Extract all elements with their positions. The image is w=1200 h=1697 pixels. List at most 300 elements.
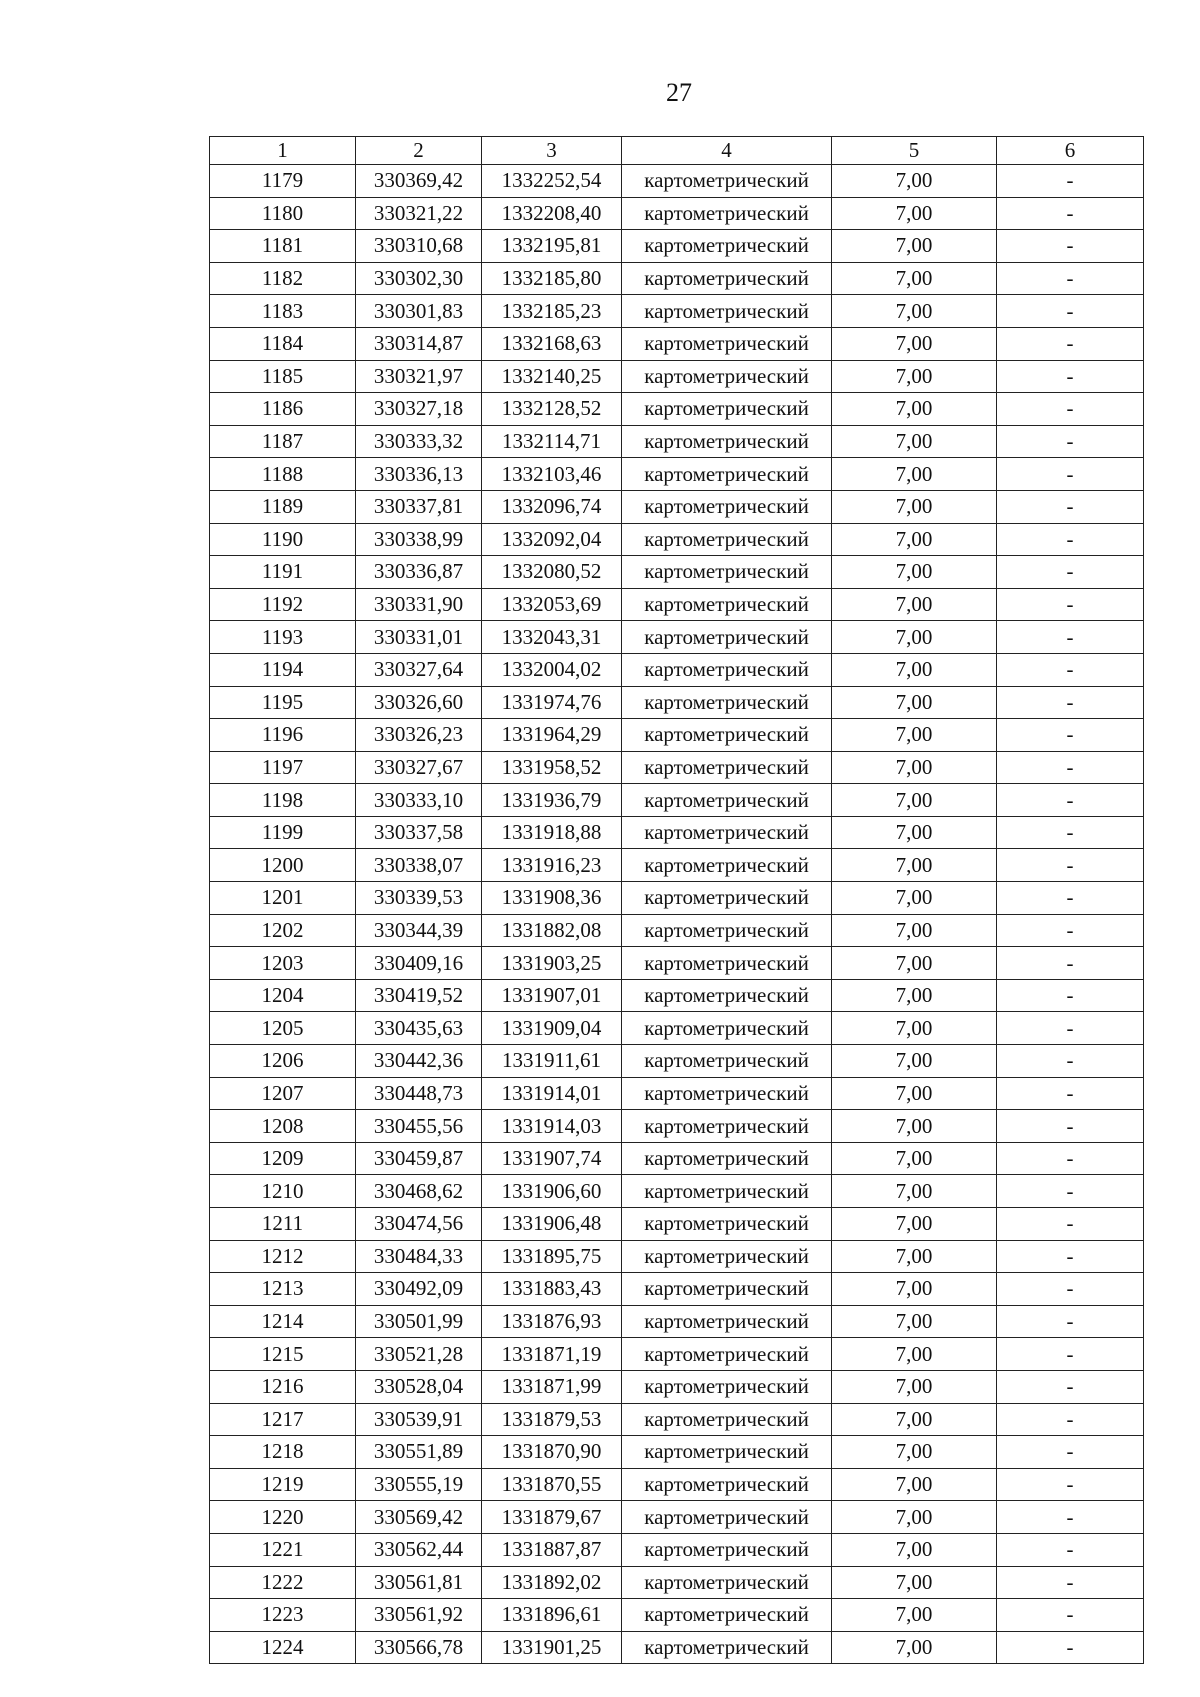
header-cell-col3: 3 bbox=[482, 137, 622, 165]
point-number-cell: 1185 bbox=[210, 360, 356, 393]
x-coordinate-cell: 330337,81 bbox=[356, 490, 482, 523]
x-coordinate-cell: 330435,63 bbox=[356, 1012, 482, 1045]
note-cell: - bbox=[997, 1599, 1144, 1632]
note-cell: - bbox=[997, 816, 1144, 849]
accuracy-cell: 7,00 bbox=[832, 751, 997, 784]
note-cell: - bbox=[997, 556, 1144, 589]
note-cell: - bbox=[997, 295, 1144, 328]
accuracy-cell: 7,00 bbox=[832, 458, 997, 491]
coordinates-table bbox=[209, 136, 1144, 1664]
x-coordinate-cell: 330344,39 bbox=[356, 914, 482, 947]
y-coordinate-cell: 1332195,81 bbox=[482, 230, 622, 263]
table-row bbox=[210, 849, 1144, 882]
y-coordinate-cell: 1331908,36 bbox=[482, 882, 622, 915]
method-cell: картометрический bbox=[622, 1273, 832, 1306]
accuracy-cell: 7,00 bbox=[832, 719, 997, 752]
point-number-cell: 1197 bbox=[210, 751, 356, 784]
x-coordinate-cell: 330468,62 bbox=[356, 1175, 482, 1208]
note-cell: - bbox=[997, 1273, 1144, 1306]
point-number-cell: 1223 bbox=[210, 1599, 356, 1632]
point-number-cell: 1220 bbox=[210, 1501, 356, 1534]
table-row bbox=[210, 1436, 1144, 1469]
table-row bbox=[210, 1175, 1144, 1208]
note-cell: - bbox=[997, 1533, 1144, 1566]
note-cell: - bbox=[997, 360, 1144, 393]
accuracy-cell: 7,00 bbox=[832, 556, 997, 589]
point-number-cell: 1210 bbox=[210, 1175, 356, 1208]
note-cell: - bbox=[997, 523, 1144, 556]
y-coordinate-cell: 1331870,55 bbox=[482, 1468, 622, 1501]
method-cell: картометрический bbox=[622, 1403, 832, 1436]
table-row bbox=[210, 653, 1144, 686]
table-row bbox=[210, 1599, 1144, 1632]
y-coordinate-cell: 1331909,04 bbox=[482, 1012, 622, 1045]
point-number-cell: 1206 bbox=[210, 1045, 356, 1078]
note-cell: - bbox=[997, 1240, 1144, 1273]
x-coordinate-cell: 330327,67 bbox=[356, 751, 482, 784]
method-cell: картометрический bbox=[622, 686, 832, 719]
note-cell: - bbox=[997, 425, 1144, 458]
point-number-cell: 1184 bbox=[210, 327, 356, 360]
accuracy-cell: 7,00 bbox=[832, 1208, 997, 1241]
point-number-cell: 1188 bbox=[210, 458, 356, 491]
x-coordinate-cell: 330301,83 bbox=[356, 295, 482, 328]
accuracy-cell: 7,00 bbox=[832, 1631, 997, 1664]
header-cell-col5: 5 bbox=[832, 137, 997, 165]
x-coordinate-cell: 330369,42 bbox=[356, 165, 482, 198]
accuracy-cell: 7,00 bbox=[832, 914, 997, 947]
accuracy-cell: 7,00 bbox=[832, 979, 997, 1012]
note-cell: - bbox=[997, 784, 1144, 817]
x-coordinate-cell: 330339,53 bbox=[356, 882, 482, 915]
point-number-cell: 1203 bbox=[210, 947, 356, 980]
accuracy-cell: 7,00 bbox=[832, 1305, 997, 1338]
method-cell: картометрический bbox=[622, 360, 832, 393]
y-coordinate-cell: 1332140,25 bbox=[482, 360, 622, 393]
y-coordinate-cell: 1332092,04 bbox=[482, 523, 622, 556]
accuracy-cell: 7,00 bbox=[832, 849, 997, 882]
note-cell: - bbox=[997, 165, 1144, 198]
y-coordinate-cell: 1332043,31 bbox=[482, 621, 622, 654]
y-coordinate-cell: 1331871,19 bbox=[482, 1338, 622, 1371]
table-row bbox=[210, 1403, 1144, 1436]
method-cell: картометрический bbox=[622, 1436, 832, 1469]
note-cell: - bbox=[997, 1110, 1144, 1143]
y-coordinate-cell: 1331896,61 bbox=[482, 1599, 622, 1632]
x-coordinate-cell: 330528,04 bbox=[356, 1370, 482, 1403]
method-cell: картометрический bbox=[622, 197, 832, 230]
accuracy-cell: 7,00 bbox=[832, 686, 997, 719]
method-cell: картометрический bbox=[622, 262, 832, 295]
y-coordinate-cell: 1332004,02 bbox=[482, 653, 622, 686]
table-row bbox=[210, 327, 1144, 360]
table-row bbox=[210, 588, 1144, 621]
table-row bbox=[210, 1305, 1144, 1338]
accuracy-cell: 7,00 bbox=[832, 1045, 997, 1078]
page-number: 27 bbox=[666, 78, 692, 107]
y-coordinate-cell: 1332128,52 bbox=[482, 393, 622, 426]
y-coordinate-cell: 1332096,74 bbox=[482, 490, 622, 523]
table-row bbox=[210, 262, 1144, 295]
table-row bbox=[210, 947, 1144, 980]
method-cell: картометрический bbox=[622, 1012, 832, 1045]
x-coordinate-cell: 330321,97 bbox=[356, 360, 482, 393]
accuracy-cell: 7,00 bbox=[832, 1175, 997, 1208]
accuracy-cell: 7,00 bbox=[832, 165, 997, 198]
table-row bbox=[210, 393, 1144, 426]
y-coordinate-cell: 1331918,88 bbox=[482, 816, 622, 849]
table-row bbox=[210, 197, 1144, 230]
x-coordinate-cell: 330310,68 bbox=[356, 230, 482, 263]
accuracy-cell: 7,00 bbox=[832, 1533, 997, 1566]
note-cell: - bbox=[997, 914, 1144, 947]
accuracy-cell: 7,00 bbox=[832, 1110, 997, 1143]
point-number-cell: 1205 bbox=[210, 1012, 356, 1045]
point-number-cell: 1200 bbox=[210, 849, 356, 882]
table-row bbox=[210, 523, 1144, 556]
method-cell: картометрический bbox=[622, 1045, 832, 1078]
point-number-cell: 1213 bbox=[210, 1273, 356, 1306]
note-cell: - bbox=[997, 197, 1144, 230]
x-coordinate-cell: 330492,09 bbox=[356, 1273, 482, 1306]
point-number-cell: 1193 bbox=[210, 621, 356, 654]
accuracy-cell: 7,00 bbox=[832, 1273, 997, 1306]
table-row bbox=[210, 425, 1144, 458]
x-coordinate-cell: 330326,23 bbox=[356, 719, 482, 752]
point-number-cell: 1204 bbox=[210, 979, 356, 1012]
method-cell: картометрический bbox=[622, 621, 832, 654]
table-row bbox=[210, 882, 1144, 915]
header-cell-col6: 6 bbox=[997, 137, 1144, 165]
x-coordinate-cell: 330561,92 bbox=[356, 1599, 482, 1632]
note-cell: - bbox=[997, 1045, 1144, 1078]
method-cell: картометрический bbox=[622, 295, 832, 328]
table-row bbox=[210, 1110, 1144, 1143]
point-number-cell: 1221 bbox=[210, 1533, 356, 1566]
x-coordinate-cell: 330326,60 bbox=[356, 686, 482, 719]
table-row bbox=[210, 1273, 1144, 1306]
note-cell: - bbox=[997, 1403, 1144, 1436]
point-number-cell: 1218 bbox=[210, 1436, 356, 1469]
point-number-cell: 1198 bbox=[210, 784, 356, 817]
point-number-cell: 1180 bbox=[210, 197, 356, 230]
method-cell: картометрический bbox=[622, 588, 832, 621]
accuracy-cell: 7,00 bbox=[832, 1403, 997, 1436]
y-coordinate-cell: 1331901,25 bbox=[482, 1631, 622, 1664]
note-cell: - bbox=[997, 588, 1144, 621]
table-row bbox=[210, 719, 1144, 752]
note-cell: - bbox=[997, 751, 1144, 784]
x-coordinate-cell: 330566,78 bbox=[356, 1631, 482, 1664]
x-coordinate-cell: 330555,19 bbox=[356, 1468, 482, 1501]
point-number-cell: 1187 bbox=[210, 425, 356, 458]
point-number-cell: 1192 bbox=[210, 588, 356, 621]
y-coordinate-cell: 1331883,43 bbox=[482, 1273, 622, 1306]
note-cell: - bbox=[997, 882, 1144, 915]
y-coordinate-cell: 1331887,87 bbox=[482, 1533, 622, 1566]
method-cell: картометрический bbox=[622, 556, 832, 589]
method-cell: картометрический bbox=[622, 1077, 832, 1110]
table-row bbox=[210, 1045, 1144, 1078]
y-coordinate-cell: 1331871,99 bbox=[482, 1370, 622, 1403]
table-row bbox=[210, 621, 1144, 654]
point-number-cell: 1196 bbox=[210, 719, 356, 752]
point-number-cell: 1190 bbox=[210, 523, 356, 556]
method-cell: картометрический bbox=[622, 849, 832, 882]
table-header bbox=[210, 137, 1144, 165]
note-cell: - bbox=[997, 1436, 1144, 1469]
table-row bbox=[210, 1566, 1144, 1599]
accuracy-cell: 7,00 bbox=[832, 1077, 997, 1110]
note-cell: - bbox=[997, 1631, 1144, 1664]
method-cell: картометрический bbox=[622, 1305, 832, 1338]
y-coordinate-cell: 1331882,08 bbox=[482, 914, 622, 947]
x-coordinate-cell: 330314,87 bbox=[356, 327, 482, 360]
note-cell: - bbox=[997, 1077, 1144, 1110]
accuracy-cell: 7,00 bbox=[832, 784, 997, 817]
note-cell: - bbox=[997, 947, 1144, 980]
x-coordinate-cell: 330338,07 bbox=[356, 849, 482, 882]
point-number-cell: 1201 bbox=[210, 882, 356, 915]
table-row bbox=[210, 360, 1144, 393]
x-coordinate-cell: 330409,16 bbox=[356, 947, 482, 980]
accuracy-cell: 7,00 bbox=[832, 360, 997, 393]
accuracy-cell: 7,00 bbox=[832, 327, 997, 360]
note-cell: - bbox=[997, 1142, 1144, 1175]
point-number-cell: 1219 bbox=[210, 1468, 356, 1501]
y-coordinate-cell: 1332080,52 bbox=[482, 556, 622, 589]
point-number-cell: 1214 bbox=[210, 1305, 356, 1338]
point-number-cell: 1224 bbox=[210, 1631, 356, 1664]
method-cell: картометрический bbox=[622, 490, 832, 523]
point-number-cell: 1212 bbox=[210, 1240, 356, 1273]
method-cell: картометрический bbox=[622, 979, 832, 1012]
accuracy-cell: 7,00 bbox=[832, 230, 997, 263]
x-coordinate-cell: 330448,73 bbox=[356, 1077, 482, 1110]
accuracy-cell: 7,00 bbox=[832, 882, 997, 915]
accuracy-cell: 7,00 bbox=[832, 295, 997, 328]
table-row bbox=[210, 1142, 1144, 1175]
method-cell: картометрический bbox=[622, 458, 832, 491]
method-cell: картометрический bbox=[622, 327, 832, 360]
x-coordinate-cell: 330484,33 bbox=[356, 1240, 482, 1273]
y-coordinate-cell: 1331958,52 bbox=[482, 751, 622, 784]
accuracy-cell: 7,00 bbox=[832, 490, 997, 523]
method-cell: картометрический bbox=[622, 1110, 832, 1143]
method-cell: картометрический bbox=[622, 1501, 832, 1534]
point-number-cell: 1179 bbox=[210, 165, 356, 198]
point-number-cell: 1208 bbox=[210, 1110, 356, 1143]
method-cell: картометрический bbox=[622, 1142, 832, 1175]
accuracy-cell: 7,00 bbox=[832, 1012, 997, 1045]
y-coordinate-cell: 1332103,46 bbox=[482, 458, 622, 491]
accuracy-cell: 7,00 bbox=[832, 1566, 997, 1599]
table-row bbox=[210, 1208, 1144, 1241]
accuracy-cell: 7,00 bbox=[832, 1468, 997, 1501]
method-cell: картометрический bbox=[622, 1599, 832, 1632]
y-coordinate-cell: 1331903,25 bbox=[482, 947, 622, 980]
accuracy-cell: 7,00 bbox=[832, 262, 997, 295]
header-cell-col4: 4 bbox=[622, 137, 832, 165]
point-number-cell: 1181 bbox=[210, 230, 356, 263]
x-coordinate-cell: 330419,52 bbox=[356, 979, 482, 1012]
method-cell: картометрический bbox=[622, 914, 832, 947]
note-cell: - bbox=[997, 327, 1144, 360]
accuracy-cell: 7,00 bbox=[832, 1599, 997, 1632]
accuracy-cell: 7,00 bbox=[832, 653, 997, 686]
table-row bbox=[210, 230, 1144, 263]
method-cell: картометрический bbox=[622, 1566, 832, 1599]
y-coordinate-cell: 1331907,01 bbox=[482, 979, 622, 1012]
table-row bbox=[210, 914, 1144, 947]
accuracy-cell: 7,00 bbox=[832, 588, 997, 621]
table-row bbox=[210, 816, 1144, 849]
method-cell: картометрический bbox=[622, 165, 832, 198]
method-cell: картометрический bbox=[622, 1208, 832, 1241]
method-cell: картометрический bbox=[622, 523, 832, 556]
table-row bbox=[210, 1631, 1144, 1664]
method-cell: картометрический bbox=[622, 751, 832, 784]
accuracy-cell: 7,00 bbox=[832, 1501, 997, 1534]
point-number-cell: 1195 bbox=[210, 686, 356, 719]
accuracy-cell: 7,00 bbox=[832, 1436, 997, 1469]
x-coordinate-cell: 330337,58 bbox=[356, 816, 482, 849]
note-cell: - bbox=[997, 1468, 1144, 1501]
x-coordinate-cell: 330336,87 bbox=[356, 556, 482, 589]
accuracy-cell: 7,00 bbox=[832, 621, 997, 654]
x-coordinate-cell: 330539,91 bbox=[356, 1403, 482, 1436]
note-cell: - bbox=[997, 393, 1144, 426]
y-coordinate-cell: 1331876,93 bbox=[482, 1305, 622, 1338]
note-cell: - bbox=[997, 1370, 1144, 1403]
point-number-cell: 1217 bbox=[210, 1403, 356, 1436]
accuracy-cell: 7,00 bbox=[832, 1338, 997, 1371]
note-cell: - bbox=[997, 686, 1144, 719]
point-number-cell: 1209 bbox=[210, 1142, 356, 1175]
y-coordinate-cell: 1332185,80 bbox=[482, 262, 622, 295]
method-cell: картометрический bbox=[622, 653, 832, 686]
table-row bbox=[210, 490, 1144, 523]
accuracy-cell: 7,00 bbox=[832, 1370, 997, 1403]
x-coordinate-cell: 330327,64 bbox=[356, 653, 482, 686]
note-cell: - bbox=[997, 621, 1144, 654]
y-coordinate-cell: 1331892,02 bbox=[482, 1566, 622, 1599]
table-row bbox=[210, 458, 1144, 491]
x-coordinate-cell: 330442,36 bbox=[356, 1045, 482, 1078]
y-coordinate-cell: 1331879,53 bbox=[482, 1403, 622, 1436]
note-cell: - bbox=[997, 490, 1144, 523]
y-coordinate-cell: 1332114,71 bbox=[482, 425, 622, 458]
x-coordinate-cell: 330501,99 bbox=[356, 1305, 482, 1338]
point-number-cell: 1199 bbox=[210, 816, 356, 849]
note-cell: - bbox=[997, 849, 1144, 882]
accuracy-cell: 7,00 bbox=[832, 425, 997, 458]
point-number-cell: 1211 bbox=[210, 1208, 356, 1241]
accuracy-cell: 7,00 bbox=[832, 1240, 997, 1273]
method-cell: картометрический bbox=[622, 393, 832, 426]
point-number-cell: 1194 bbox=[210, 653, 356, 686]
note-cell: - bbox=[997, 979, 1144, 1012]
y-coordinate-cell: 1331914,01 bbox=[482, 1077, 622, 1110]
note-cell: - bbox=[997, 719, 1144, 752]
y-coordinate-cell: 1331906,60 bbox=[482, 1175, 622, 1208]
table-row bbox=[210, 1012, 1144, 1045]
y-coordinate-cell: 1331964,29 bbox=[482, 719, 622, 752]
note-cell: - bbox=[997, 1566, 1144, 1599]
y-coordinate-cell: 1331879,67 bbox=[482, 1501, 622, 1534]
x-coordinate-cell: 330331,90 bbox=[356, 588, 482, 621]
x-coordinate-cell: 330551,89 bbox=[356, 1436, 482, 1469]
table-body bbox=[210, 165, 1144, 1664]
note-cell: - bbox=[997, 1305, 1144, 1338]
table-row bbox=[210, 295, 1144, 328]
note-cell: - bbox=[997, 262, 1144, 295]
note-cell: - bbox=[997, 1338, 1144, 1371]
table-row bbox=[210, 1468, 1144, 1501]
y-coordinate-cell: 1331974,76 bbox=[482, 686, 622, 719]
table-row bbox=[210, 1370, 1144, 1403]
x-coordinate-cell: 330327,18 bbox=[356, 393, 482, 426]
method-cell: картометрический bbox=[622, 1338, 832, 1371]
y-coordinate-cell: 1331906,48 bbox=[482, 1208, 622, 1241]
table-row bbox=[210, 165, 1144, 198]
x-coordinate-cell: 330455,56 bbox=[356, 1110, 482, 1143]
x-coordinate-cell: 330333,10 bbox=[356, 784, 482, 817]
point-number-cell: 1186 bbox=[210, 393, 356, 426]
table-row bbox=[210, 751, 1144, 784]
y-coordinate-cell: 1331936,79 bbox=[482, 784, 622, 817]
table-row bbox=[210, 784, 1144, 817]
accuracy-cell: 7,00 bbox=[832, 947, 997, 980]
method-cell: картометрический bbox=[622, 816, 832, 849]
method-cell: картометрический bbox=[622, 230, 832, 263]
y-coordinate-cell: 1332208,40 bbox=[482, 197, 622, 230]
method-cell: картометрический bbox=[622, 1631, 832, 1664]
y-coordinate-cell: 1331916,23 bbox=[482, 849, 622, 882]
x-coordinate-cell: 330561,81 bbox=[356, 1566, 482, 1599]
note-cell: - bbox=[997, 1175, 1144, 1208]
point-number-cell: 1207 bbox=[210, 1077, 356, 1110]
method-cell: картометрический bbox=[622, 1370, 832, 1403]
point-number-cell: 1216 bbox=[210, 1370, 356, 1403]
point-number-cell: 1183 bbox=[210, 295, 356, 328]
table-row bbox=[210, 1338, 1144, 1371]
point-number-cell: 1182 bbox=[210, 262, 356, 295]
point-number-cell: 1222 bbox=[210, 1566, 356, 1599]
point-number-cell: 1191 bbox=[210, 556, 356, 589]
note-cell: - bbox=[997, 458, 1144, 491]
point-number-cell: 1202 bbox=[210, 914, 356, 947]
y-coordinate-cell: 1331907,74 bbox=[482, 1142, 622, 1175]
point-number-cell: 1189 bbox=[210, 490, 356, 523]
table-row bbox=[210, 1533, 1144, 1566]
x-coordinate-cell: 330521,28 bbox=[356, 1338, 482, 1371]
method-cell: картометрический bbox=[622, 947, 832, 980]
table-row bbox=[210, 979, 1144, 1012]
table-row bbox=[210, 1240, 1144, 1273]
x-coordinate-cell: 330474,56 bbox=[356, 1208, 482, 1241]
x-coordinate-cell: 330302,30 bbox=[356, 262, 482, 295]
table-row bbox=[210, 556, 1144, 589]
x-coordinate-cell: 330338,99 bbox=[356, 523, 482, 556]
y-coordinate-cell: 1332168,63 bbox=[482, 327, 622, 360]
header-cell-col2: 2 bbox=[356, 137, 482, 165]
x-coordinate-cell: 330321,22 bbox=[356, 197, 482, 230]
accuracy-cell: 7,00 bbox=[832, 523, 997, 556]
x-coordinate-cell: 330331,01 bbox=[356, 621, 482, 654]
method-cell: картометрический bbox=[622, 425, 832, 458]
note-cell: - bbox=[997, 1012, 1144, 1045]
